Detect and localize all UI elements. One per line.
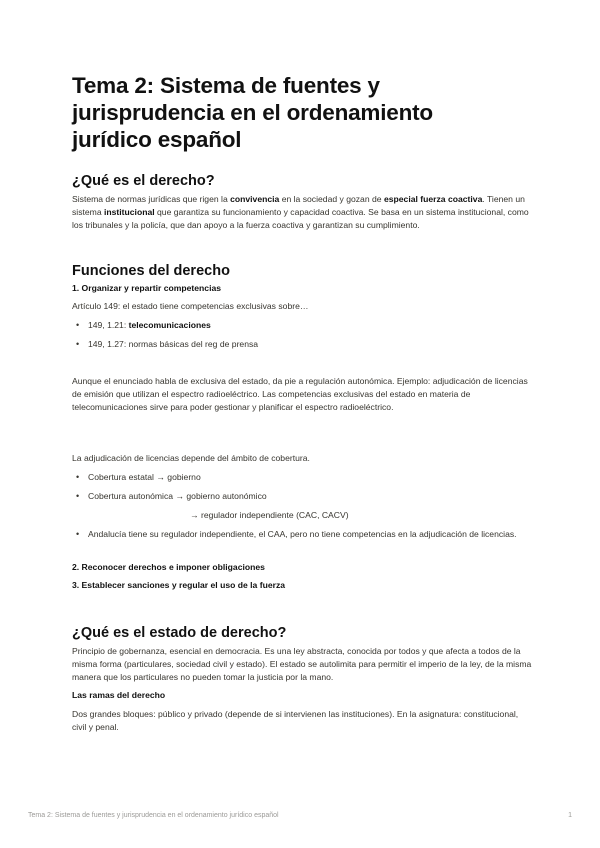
bold-text: especial fuerza coactiva	[383, 194, 483, 204]
subheading-organizar: 1. Organizar y repartir competencias	[72, 283, 222, 293]
paragraph-regulador: → regulador independiente (CAC, CACV)	[190, 510, 349, 520]
subheading-ramas: Las ramas del derecho	[72, 690, 166, 700]
text-run: que garantiza su funcionamiento y capacidad coactiva. Se basa en un sistema institucional, como los tribunales y la policía, que dan apoyo a la fuerza coactiva y garantizan su cumplimiento.	[72, 207, 529, 231]
paragraph-articulo: Artículo 149: el estado tiene competencias exclusivas sobre…	[72, 301, 309, 311]
subheading-sanciones: 3. Establecer sanciones y regular el uso de la fuerza	[72, 580, 286, 590]
section-heading-estado-derecho: ¿Qué es el estado de derecho?	[72, 625, 287, 641]
page-footer: Tema 2: Sistema de fuentes y jurisprudencia en el ordenamiento jurídico español	[28, 812, 279, 819]
list-item: • Andalucía tiene su regulador independiente, el CAA, pero no tiene competencias en la adjudicación de licencias.	[72, 528, 532, 541]
bullet-list-andalucia	[72, 528, 532, 541]
subheading-reconocer: 2. Reconocer derechos e imponer obligaciones	[72, 562, 265, 572]
list-item: • Cobertura autonómica → gobierno autonómico	[72, 490, 532, 503]
list-item	[72, 319, 532, 332]
list-item: • 149, 1.27: normas básicas del reg de prensa	[72, 338, 532, 351]
bold-text: telecomunicaciones	[128, 320, 211, 330]
section-heading-funciones: Funciones del derecho	[72, 263, 230, 279]
text-run: en la sociedad y gozan de	[279, 194, 384, 204]
section-heading-derecho: ¿Qué es el derecho?	[72, 173, 215, 189]
bold-text: convivencia	[230, 194, 280, 204]
text-run: . Tienen un sistema	[72, 194, 525, 218]
list-item: • Cobertura estatal → gobierno	[72, 471, 532, 484]
text-run: Sistema de normas jurídicas que rigen la	[72, 194, 231, 204]
bold-text: institucional	[104, 207, 155, 218]
bullet-list-articulos	[72, 319, 532, 351]
paragraph-estado-derecho: Principio de gobernanza, esencial en democracia. Es una ley abstracta, conocida por todos y que afecta a todos de la misma forma (particulares, sociedad civil y estado). El estado se autolimita para permitir el imperio de la ley, de la misma manera que los particulares no pueden tomar la justicia por la mano.	[72, 646, 532, 683]
bullet-list-cobertura	[72, 471, 532, 503]
paragraph-derecho-definition	[72, 193, 532, 233]
paragraph-aunque: Aunque el enunciado habla de exclusiva del estado, da pie a regulación autonómica. Ejemplo: adjudicación de licencias de emisión que utilizan el espectro radioeléctrico. Las competencias exclusivas del estado en materia de telecomunicaciones sirve para poder gestionar y planificar el espectro radioeléctrico.	[72, 376, 528, 413]
paragraph-ramas: Dos grandes bloques: público y privado (depende de si intervienen las instituciones). En la asignatura: constitucional, civil y penal.	[72, 709, 519, 733]
text-run: 149, 1.21:	[88, 320, 129, 330]
page-title: Tema 2: Sistema de fuentes y jurisprudencia en el ordenamiento jurídico español	[72, 73, 433, 152]
page-number: 1	[568, 812, 572, 819]
paragraph-adjudicacion: La adjudicación de licencias depende del ámbito de cobertura.	[72, 453, 310, 463]
